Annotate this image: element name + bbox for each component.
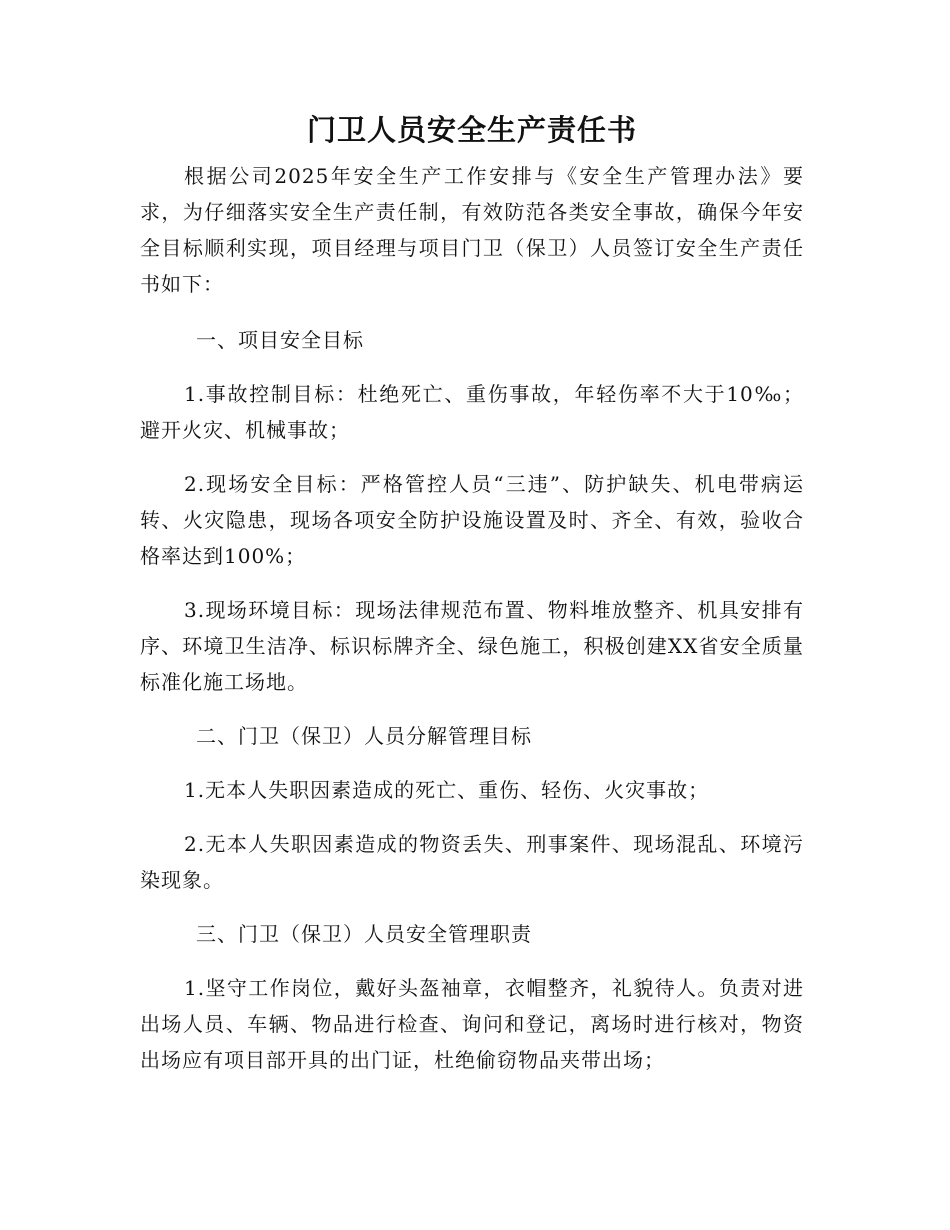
document-title: 门卫人员安全生产责任书	[306, 113, 637, 147]
list-item: 3.现场环境目标：现场法律规范布置、物料堆放整齐、机具安排有序、环境卫生洁净、标识标牌齐全、绿色施工，积极创建XX省安全质量标准化施工场地。	[140, 598, 804, 694]
intro-paragraph: 根据公司2025年安全生产工作安排与《安全生产管理办法》要求，为仔细落实安全生产责任制，有效防范各类安全事故，确保今年安全目标顺利实现，项目经理与项目门卫（保卫）人员签订安全生产责任书如下：	[140, 164, 804, 296]
list-item: 2.现场安全目标：严格管控人员“三违”、防护缺失、机电带病运转、火灾隐患，现场各项安全防护设施设置及时、齐全、有效，验收合格率达到100%；	[140, 472, 804, 568]
list-item: 1.事故控制目标：杜绝死亡、重伤事故，年轻伤率不大于10‰；避开火灾、机械事故；	[140, 382, 804, 442]
list-item: 1.坚守工作岗位，戴好头盔袖章，衣帽整齐，礼貌待人。负责对进出场人员、车辆、物品进行检查、询问和登记，离场时进行核对，物资出场应有项目部开具的出门证，杜绝偷窃物品夹带出场；	[140, 976, 804, 1072]
document-body	[140, 110, 804, 1096]
section-heading-safety-targets: 一、项目安全目标	[196, 328, 364, 352]
section-heading-guard-duties: 三、门卫（保卫）人员安全管理职责	[196, 922, 532, 946]
list-item: 2.无本人失职因素造成的物资丢失、刑事案件、现场混乱、环境污染现象。	[140, 832, 804, 892]
section-heading-guard-targets: 二、门卫（保卫）人员分解管理目标	[196, 724, 532, 748]
list-item: 1.无本人失职因素造成的死亡、重伤、轻伤、火灾事故；	[184, 778, 710, 802]
